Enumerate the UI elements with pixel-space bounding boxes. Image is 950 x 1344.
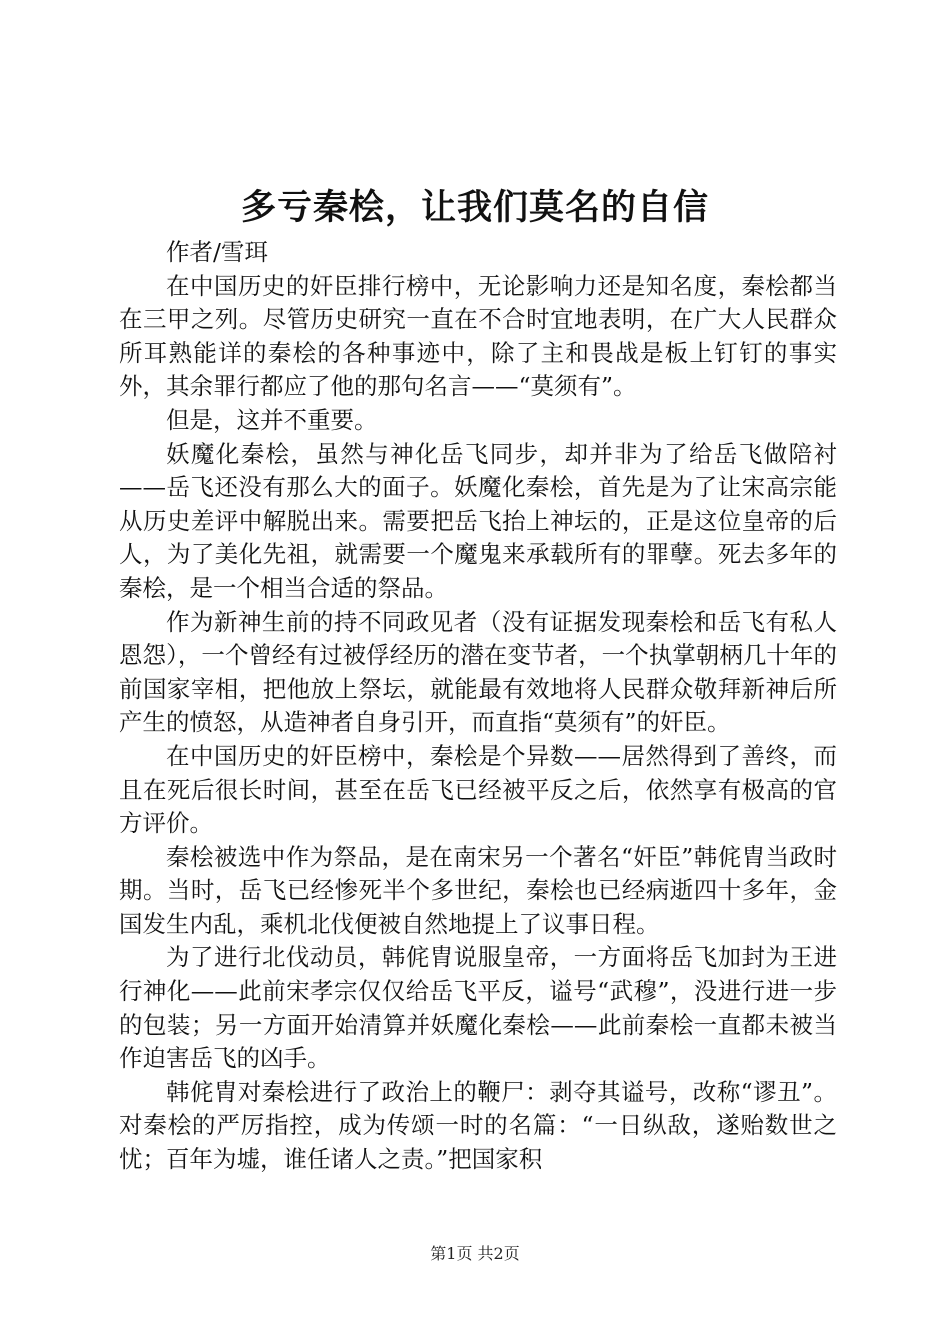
paragraph: 韩侂胄对秦桧进行了政治上的鞭尸：剥夺其谥号，改称“谬丑”。对秦桧的严厉指控，成为传颂一时的名篇：“一日纵敌，遂贻数世之忧；百年为墟，谁任诸人之责。”把国家积 <box>119 1077 837 1174</box>
paragraph: 为了进行北伐动员，韩侂胄说服皇帝，一方面将岳飞加封为王进行神化——此前宋孝宗仅仅给岳飞平反，谥号“武穆”，没进行进一步的包装；另一方面开始清算并妖魔化秦桧——此前秦桧一直都未被当作迫害岳飞的凶手。 <box>119 943 837 1073</box>
paragraph: 但是，这并不重要。 <box>166 405 378 434</box>
paragraph: 在中国历史的奸臣榜中，秦桧是个异数——居然得到了善终，而且在死后很长时间，甚至在岳飞已经被平反之后，依然享有极高的官方评价。 <box>119 741 837 838</box>
paragraph: 秦桧被选中作为祭品，是在南宋另一个著名“奸臣”韩侂胄当政时期。当时，岳飞已经惨死半个多世纪，秦桧也已经病逝四十多年，金国发生内乱，乘机北伐便被自然地提上了议事日程。 <box>119 842 837 938</box>
paragraph: 在中国历史的奸臣排行榜中，无论影响力还是知名度，秦桧都当在三甲之列。尽管历史研究一直在不合时宜地表明，在广大人民群众所耳熟能详的秦桧的各种事迹中，除了主和畏战是板上钉钉的事实外，其余罪行都应了他的那句名言——“莫须有”。 <box>119 271 837 401</box>
paragraph: 作为新神生前的持不同政见者（没有证据发现秦桧和岳飞有私人恩怨），一个曾经有过被俘经历的潜在变节者，一个执掌朝柄几十年的前国家宰相，把他放上祭坛，就能最有效地将人民群众敬拜新神后所产生的愤怒，从造神者自身引开，而直指“莫须有”的奸臣。 <box>119 607 837 737</box>
page-title: 多亏秦桧，让我们莫名的自信 <box>240 188 709 228</box>
author-line: 作者/雪珥 <box>166 238 268 266</box>
article-body <box>119 236 837 1177</box>
paragraph: 妖魔化秦桧，虽然与神化岳飞同步，却并非为了给岳飞做陪衬——岳飞还没有那么大的面子。妖魔化秦桧，首先是为了让宋高宗能从历史差评中解脱出来。需要把岳飞抬上神坛的，正是这位皇帝的后人，为了美化先祖，就需要一个魔鬼来承载所有的罪孽。死去多年的秦桧，是一个相当合适的祭品。 <box>119 439 837 602</box>
page-footer: 第1页 共2页 <box>430 1244 520 1263</box>
